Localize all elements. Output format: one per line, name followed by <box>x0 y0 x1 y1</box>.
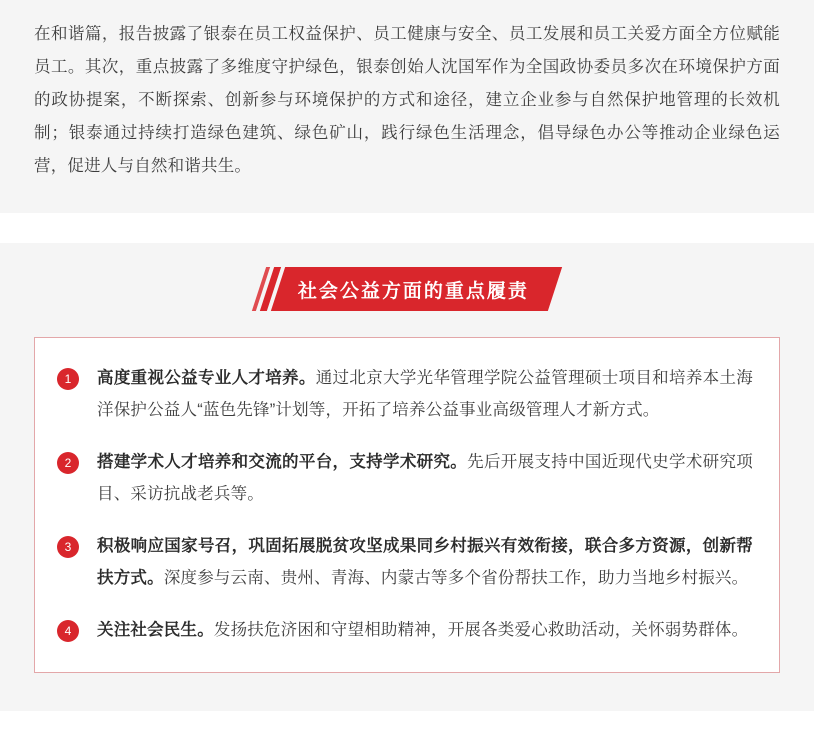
list-section <box>0 337 814 711</box>
list-item-body: 先后开展支持中国近现代史学术研究项目、采访抗战老兵等。 <box>97 453 753 503</box>
list-item-text <box>97 530 753 594</box>
section-heading-band <box>0 243 814 337</box>
list-item-number: 1 <box>57 368 79 390</box>
list-item <box>57 362 753 426</box>
list-item-highlight: 积极响应国家号召，巩固拓展脱贫攻坚成果同乡村振兴有效衔接，联合多方资源，创新帮扶方式。 <box>97 537 753 587</box>
list-item-number: 4 <box>57 620 79 642</box>
list-item-number: 3 <box>57 536 79 558</box>
list-item-text <box>97 446 753 510</box>
list-item <box>57 614 753 646</box>
list-item-body: 发扬扶危济困和守望相助精神，开展各类爱心救助活动，关怀弱势群体。 <box>213 621 749 639</box>
list-item-text <box>97 614 748 646</box>
list-item <box>57 446 753 510</box>
list-card <box>34 337 780 673</box>
list-item <box>57 530 753 594</box>
list-item-highlight: 高度重视公益专业人才培养。 <box>97 369 316 387</box>
section-banner <box>259 267 555 311</box>
list-item-number: 2 <box>57 452 79 474</box>
banner-title-box <box>271 267 562 311</box>
section-separator <box>0 213 814 243</box>
list-item-body: 深度参与云南、贵州、青海、内蒙古等多个省份帮扶工作，助力当地乡村振兴。 <box>163 569 749 587</box>
list-item-highlight: 搭建学术人才培养和交流的平台，支持学术研究。 <box>97 453 468 471</box>
list-item-body: 通过北京大学光华管理学院公益管理硕士项目和培养本土海洋保护公益人“蓝色先锋”计划等，开拓了培养公益事业高级管理人才新方式。 <box>97 369 754 419</box>
intro-paragraph: 在和谐篇，报告披露了银泰在员工权益保护、员工健康与安全、员工发展和员工关爱方面全方位赋能员工。其次，重点披露了多维度守护绿色，银泰创始人沈国军作为全国政协委员多次在环境保护方面的政协提案，不断探索、创新参与环境保护的方式和途径，建立企业参与自然保护地管理的长效机制；银泰通过持续打造绿色建筑、绿色矿山，践行绿色生活理念，倡导绿色办公等推动企业绿色运营，促进人与自然和谐共生。 <box>34 25 780 175</box>
banner-title: 社会公益方面的重点履责 <box>297 280 529 302</box>
list-item-text <box>97 362 753 426</box>
page-bottom-margin <box>0 711 814 737</box>
list-item-highlight: 关注社会民生。 <box>97 621 214 639</box>
intro-block <box>0 0 814 213</box>
